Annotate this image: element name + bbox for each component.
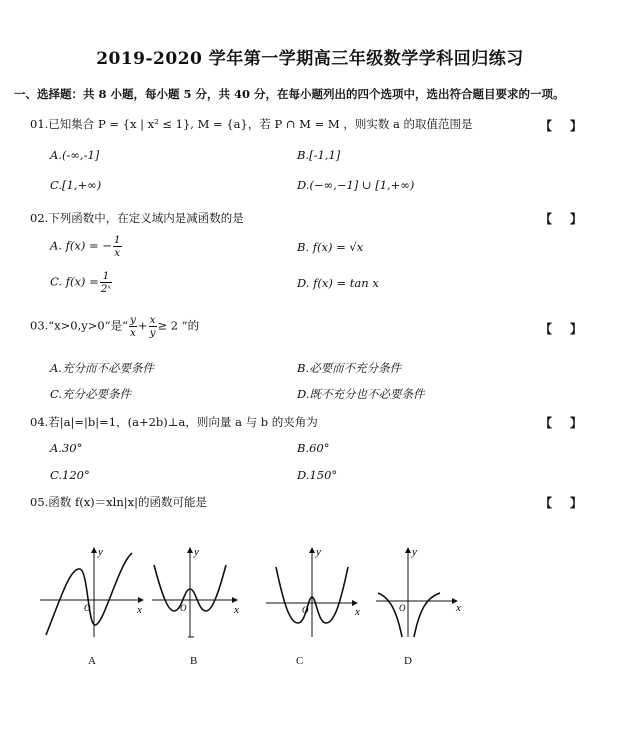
question-1-option-b[interactable]: B.[-1,1] [297,148,341,162]
question-1-option-a[interactable]: A.(-∞,-1] [50,148,100,162]
question-3-stem-b: ≥ 2 ”的 [157,318,200,333]
question-1-option-c[interactable]: C.[1,+∞) [50,178,102,192]
bracket-left: 【 [540,119,553,133]
answer-bracket-4[interactable] [540,414,582,431]
axis-y-label: y [316,546,321,558]
denominator: x [129,327,136,339]
fraction [100,270,112,295]
axis-x-label: x [355,606,360,618]
fraction-x-over-y [149,314,157,339]
origin-label: O [302,605,309,615]
question-2-option-c-prefix: C. f(x) = [50,274,99,289]
question-4-option-a[interactable]: A.30° [50,441,83,455]
axis-x-label: x [456,602,461,614]
graph-label-b: B [190,655,198,667]
bracket-right: 】 [570,496,583,510]
graph-d[interactable] [372,545,482,640]
origin-label: O [180,603,187,613]
axis-y-label: y [412,546,417,558]
fraction [113,234,122,259]
curve [46,553,132,635]
numerator: y [129,314,136,326]
bracket-left: 【 [540,322,553,336]
bracket-right: 】 [570,119,583,133]
question-2-option-a[interactable] [50,234,123,259]
page-title: 2019-2020 学年第一学期高三年级数学学科回归练习 [96,49,524,69]
answer-bracket-3[interactable] [540,320,582,337]
numerator: x [149,314,156,326]
graph-a[interactable] [38,545,148,640]
question-2-stem: 下列函数中，在定义域内是减函数的是 [48,211,244,225]
axis-y-label: y [194,546,199,558]
bracket-right: 】 [570,322,583,336]
answer-bracket-1[interactable] [540,117,582,134]
question-4-option-b[interactable]: B.60° [297,441,330,455]
axis-x-label: x [234,604,239,616]
question-1-number: 01. [30,117,49,131]
origin-label: O [84,603,91,613]
bracket-right: 】 [570,416,583,430]
graph-label-c: C [296,655,304,667]
question-5-number: 05. [30,495,49,509]
curve-right-branch [414,593,440,637]
question-1-stem-a: 已知集合 P = {x | x² ≤ 1}, M = {a} [48,117,248,131]
plus-sign: + [137,318,148,333]
y-axis-arrow-icon [309,547,315,553]
question-4-number: 04. [30,415,49,429]
graph-b[interactable] [150,545,260,645]
question-5 [30,494,207,510]
question-2-option-b[interactable]: B. f(x) = √x [297,240,364,254]
question-3-option-c[interactable]: C.充分必要条件 [50,387,132,401]
curve-left-branch [378,593,402,637]
answer-bracket-2[interactable] [540,210,582,227]
denominator: 2ˣ [100,283,112,295]
axis-x-label: x [137,604,142,616]
question-3-option-d[interactable]: D.既不充分也不必要条件 [297,387,425,401]
question-4-stem: 若|a|=|b|=1，(a+2b)⊥a，则向量 a 与 b 的夹角为 [48,415,318,429]
question-3-option-a[interactable]: A.充分而不必要条件 [50,361,154,375]
question-4-option-d[interactable]: D.150° [297,468,338,482]
question-2 [30,210,244,226]
question-3-stem-a: “x>0,y>0”是“ [48,318,128,333]
question-5-stem: 函数 f(x)＝xln|x|的函数可能是 [48,495,207,509]
y-axis-arrow-icon [187,547,193,553]
answer-bracket-5[interactable] [540,494,582,511]
origin-label: O [399,603,406,613]
graph-c[interactable] [262,545,372,640]
fraction-y-over-x [129,314,137,339]
numerator: 1 [113,234,121,246]
question-3-number: 03. [30,318,49,333]
x-axis-arrow-icon [138,597,144,603]
y-axis-arrow-icon [91,547,97,553]
question-2-option-c[interactable] [50,270,113,295]
denominator: y [149,327,156,339]
denominator: x [114,247,121,259]
section-heading: 一、选择题：共 8 小题，每小题 5 分，共 40 分，在每小题列出的四个选项中，选出符合题目要求的一项。 [14,87,565,101]
question-2-number: 02. [30,211,49,225]
question-2-option-d[interactable]: D. f(x) = tan x [297,276,379,290]
question-2-option-a-prefix: A. f(x) = − [50,238,112,253]
question-4 [30,414,318,430]
graph-label-a: A [88,655,96,667]
question-1-option-d[interactable]: D.(−∞,−1] ∪ [1,+∞) [297,178,415,192]
question-4-option-c[interactable]: C.120° [50,468,90,482]
x-axis-arrow-icon [232,597,238,603]
axis-y-label: y [98,546,103,558]
y-axis-arrow-icon [405,547,411,553]
question-1 [30,116,473,132]
bracket-left: 【 [540,496,553,510]
question-3-option-b[interactable]: B.必要而不充分条件 [297,361,402,375]
graph-label-d: D [404,655,412,667]
question-3 [30,314,199,339]
bracket-right: 】 [570,212,583,226]
bracket-left: 【 [540,416,553,430]
numerator: 1 [100,270,112,283]
question-1-stem-b: ，若 P ∩ M = M ，则实数 a 的取值范围是 [247,117,473,131]
bracket-left: 【 [540,212,553,226]
